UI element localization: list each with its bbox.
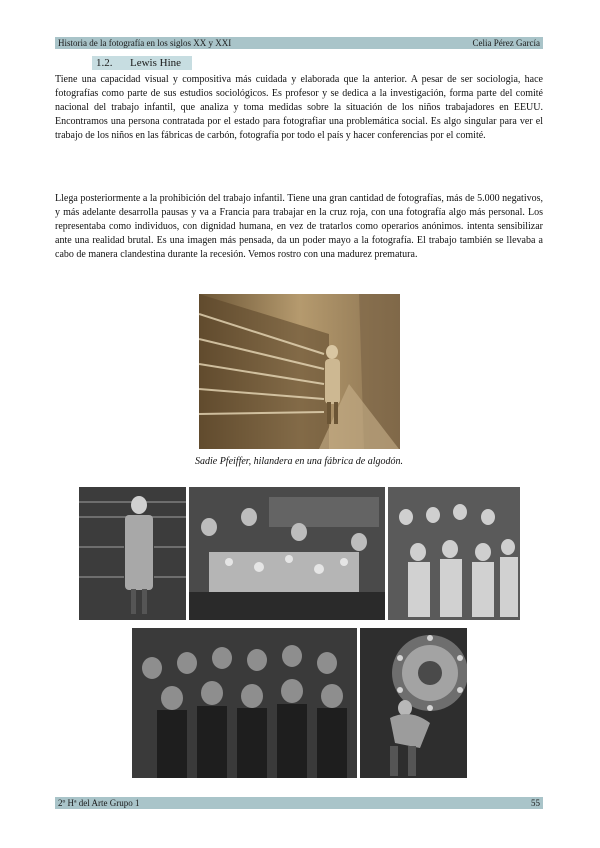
- footer-course: 2º Hª del Arte Grupo 1: [58, 798, 140, 808]
- header-title: Historia de la fotografía en los siglos XX y XXI: [58, 38, 232, 48]
- paragraph-1: Tiene una capacidad visual y compositiva más cuidada y elaborada que la anterior. A pesar de ser sociologia, hace fotografías como parte de sus estudios sociológicos. Es profesor y se dedica a la investigación, forma parte del comité nacional del trabajo infantil, que analiza y toma medidas sobre la situación de los niños trabajadores en EEUU. Encontramos una persona contratada por el estado para fotografiar una problemática social. Es algo singular para ver el trabajo de los niños en las fábricas de carbón, fotografía por todo el país y hacer conferencias por el comité.: [55, 74, 543, 141]
- paragraph-2: Llega posteriormente a la prohibición del trabajo infantil. Tiene una gran cantidad de fotografías, más de 5.000 negativos, y más adelante desarrolla pausas y va a Francia para trabajar en la cruz roja, con una fotografía algo más personal. Los representaba como individuos, con dignidad humana, en vez de tratarlos como operarios anónimos. intenta sensibilizar ante una realidad brutal. Es una imagen más pensada, da un poder mayo a la fotografía. El trabajo también se llevaba a cabo de manera clandestina durante la recesión. Vemos rostro con una madurez prematura.: [55, 193, 543, 260]
- photo-spinning-mill: [199, 294, 400, 449]
- photo-breaker-boys: [132, 628, 357, 778]
- photo-powerhouse-mechanic: [360, 628, 467, 778]
- page-header: [55, 37, 543, 49]
- page-footer: [55, 797, 543, 809]
- photo-family-table: [189, 487, 385, 620]
- section-title: Lewis Hine: [130, 57, 182, 69]
- header-author: Celia Pérez García: [472, 38, 540, 48]
- photo-group-girls: [388, 487, 520, 620]
- section-heading: [92, 56, 192, 70]
- page-number: 55: [531, 798, 540, 808]
- photo-girl-at-loom: [79, 487, 186, 620]
- figure-caption: Sadie Pfeiffer, hilandera en una fábrica de algodón.: [194, 456, 404, 467]
- section-number: 1.2.: [96, 57, 113, 69]
